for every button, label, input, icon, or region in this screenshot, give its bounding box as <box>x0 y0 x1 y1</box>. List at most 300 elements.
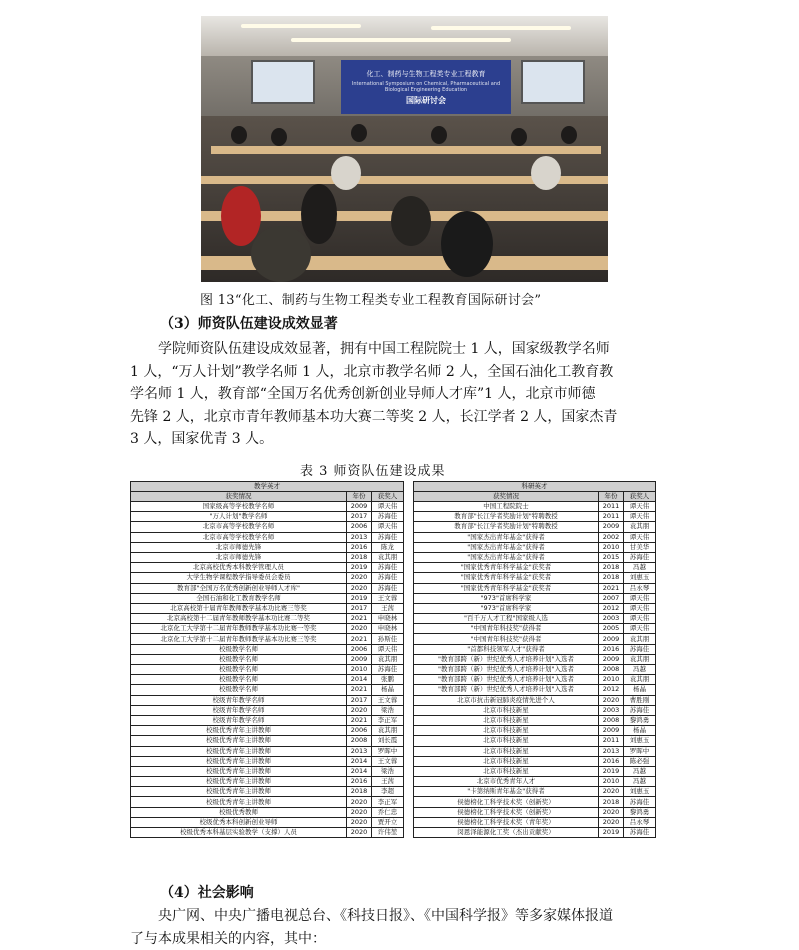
year-cell: 2005 <box>599 624 624 634</box>
winner-cell: 黎鸿勇 <box>624 807 656 817</box>
year-cell: 2017 <box>347 512 372 522</box>
winner-cell: 谭天伟 <box>624 502 656 512</box>
section-3-title: （3）师资队伍建设成效显著 <box>160 313 338 333</box>
winner-cell: 申晓林 <box>372 624 404 634</box>
table-row <box>414 583 656 593</box>
award-cell: 校级优秀本科基层实验教学（支撑）人员 <box>131 828 347 838</box>
award-cell: 校级优秀青年主讲教师 <box>131 726 347 736</box>
winner-cell: 苏海佳 <box>372 512 404 522</box>
winner-cell: 苏海佳 <box>624 705 656 715</box>
award-cell: "国家优秀青年科学基金"获奖者 <box>414 583 599 593</box>
year-cell: 2013 <box>347 746 372 756</box>
table-row <box>131 766 404 776</box>
winner-cell: 吕永琴 <box>624 817 656 827</box>
paragraph-line: 先锋 2 人，北京市青年教师基本功大赛二等奖 2 人，长江学者 2 人，国家杰青 <box>130 406 675 429</box>
table-row <box>131 512 404 522</box>
winner-cell: 李超 <box>372 787 404 797</box>
year-cell: 2019 <box>599 766 624 776</box>
table-row <box>414 522 656 532</box>
paragraph-line: 央广网、中央广播电视总台、《科技日报》、《中国科学报》等多家媒体报道 <box>130 905 675 928</box>
year-cell: 2020 <box>347 797 372 807</box>
award-cell: "首都科技领军人才"获得者 <box>414 644 599 654</box>
award-cell: 校级优秀青年主讲教师 <box>131 777 347 787</box>
paragraph-line: 1 人，“万人计划”教学名师 1 人，北京市教学名师 2 人，全国石油化工教育教 <box>130 361 675 384</box>
winner-cell: 张鹏 <box>372 675 404 685</box>
attendee <box>251 226 311 282</box>
table-row <box>131 705 404 715</box>
table-caption: 科研英才 <box>414 482 656 492</box>
table-row <box>131 644 404 654</box>
winner-cell: 乔仁忠 <box>372 807 404 817</box>
award-cell: 校级青年教学名师 <box>131 705 347 715</box>
year-cell: 2016 <box>347 777 372 787</box>
award-cell: 校级优秀青年主讲教师 <box>131 746 347 756</box>
column-header: 获奖人 <box>624 492 656 502</box>
award-cell: 北京高校第十届青年教师教学基本功比赛三等奖 <box>131 603 347 613</box>
winner-cell: 苏海佳 <box>372 573 404 583</box>
award-cell: 校级优秀青年主讲教师 <box>131 766 347 776</box>
winner-cell: 贾开立 <box>372 817 404 827</box>
banner-title-2: 国际研讨会 <box>406 95 446 106</box>
award-cell: "卡第纳斯青年基金"获得者 <box>414 787 599 797</box>
table-row <box>414 593 656 603</box>
winner-cell: 袁其朋 <box>372 654 404 664</box>
banner-subtitle: International Symposium on Chemical, Pharmaceutical and Biological Engineering Education <box>346 81 506 93</box>
year-cell: 2021 <box>347 614 372 624</box>
year-cell: 2008 <box>347 736 372 746</box>
winner-cell: 苏海佳 <box>372 583 404 593</box>
winner-cell: 刘惠玉 <box>624 787 656 797</box>
year-cell: 2008 <box>599 665 624 675</box>
winner-cell: 陈必强 <box>624 756 656 766</box>
figure-caption: 图 13“化工、制药与生物工程类专业工程教育国际研讨会” <box>200 289 620 308</box>
year-cell: 2011 <box>599 512 624 522</box>
table-row <box>131 542 404 552</box>
year-cell: 2003 <box>599 614 624 624</box>
winner-cell: 苏海佳 <box>372 563 404 573</box>
winner-cell: 王文蓉 <box>372 756 404 766</box>
winner-cell: 袁其朋 <box>624 675 656 685</box>
banner-title: 化工、制药与生物工程类专业工程教育 <box>367 69 486 79</box>
award-cell: 校级优秀青年主讲教师 <box>131 797 347 807</box>
winner-cell: 苏海佳 <box>372 665 404 675</box>
table-row <box>131 828 404 838</box>
winner-cell: 王文蓉 <box>372 695 404 705</box>
winner-cell: 苏海佳 <box>624 552 656 562</box>
paragraph-line: 学院师资队伍建设成效显著，拥有中国工程院院士 1 人，国家级教学名师 <box>130 338 675 361</box>
table-row <box>131 573 404 583</box>
award-cell: 北京化工大学第十二届青年教师教学基本功比赛一等奖 <box>131 624 347 634</box>
table-row <box>414 644 656 654</box>
paragraph-line: 3 人，国家优青 3 人。 <box>130 428 675 451</box>
winner-cell: 谭天伟 <box>372 502 404 512</box>
attendee <box>441 211 493 277</box>
award-cell: "教育部跨（新）世纪优秀人才培养计划"入选者 <box>414 685 599 695</box>
year-cell: 2009 <box>599 522 624 532</box>
table-row <box>131 787 404 797</box>
award-cell: 国家级高等学校教学名师 <box>131 502 347 512</box>
winner-cell: 冯越 <box>624 665 656 675</box>
award-cell: 校级优秀教师 <box>131 807 347 817</box>
table-row <box>414 542 656 552</box>
attendee <box>531 156 561 190</box>
winner-cell: 谭天伟 <box>624 532 656 542</box>
table-row <box>414 614 656 624</box>
winner-cell: 冯越 <box>624 563 656 573</box>
award-cell: "百千万人才工程"国家级人选 <box>414 614 599 624</box>
award-cell: 大学生物学课程教学指导委员会委员 <box>131 573 347 583</box>
year-cell: 2010 <box>347 665 372 675</box>
award-cell: "国家杰出青年基金"获得者 <box>414 552 599 562</box>
year-cell: 2019 <box>347 593 372 603</box>
winner-cell: 谭天伟 <box>624 593 656 603</box>
year-cell: 2020 <box>599 787 624 797</box>
table-caption: 教学英才 <box>131 482 404 492</box>
year-cell: 2006 <box>347 522 372 532</box>
table-row <box>414 787 656 797</box>
table-row <box>131 736 404 746</box>
year-cell: 2009 <box>347 654 372 664</box>
winner-cell: 王文蓉 <box>372 593 404 603</box>
year-cell: 2014 <box>347 756 372 766</box>
winner-cell: 罗晖中 <box>372 746 404 756</box>
attendee <box>431 126 447 144</box>
year-cell: 2020 <box>347 624 372 634</box>
winner-cell: 许伟堃 <box>372 828 404 838</box>
winner-cell: 王茜 <box>372 777 404 787</box>
award-cell: 校级青年教学名师 <box>131 695 347 705</box>
winner-cell: 苏海佳 <box>624 797 656 807</box>
award-cell: 北京化工大学第十二届青年教师教学基本功比赛三等奖 <box>131 634 347 644</box>
winner-cell: 梁浩 <box>372 705 404 715</box>
table-row <box>414 807 656 817</box>
year-cell: 2010 <box>599 777 624 787</box>
table-row <box>414 634 656 644</box>
research-talents-table <box>413 481 656 838</box>
winner-cell: 谭天伟 <box>624 512 656 522</box>
winner-cell: 冯越 <box>624 777 656 787</box>
attendee <box>221 186 261 246</box>
year-cell: 2009 <box>347 502 372 512</box>
conference-banner <box>341 60 511 114</box>
table-row <box>414 532 656 542</box>
attendee <box>301 184 337 244</box>
award-cell: "教育部跨（新）世纪优秀人才培养计划"入选者 <box>414 654 599 664</box>
table-row <box>131 624 404 634</box>
table-header-row <box>131 492 404 502</box>
year-cell: 2020 <box>599 695 624 705</box>
ceiling-light <box>241 24 361 28</box>
paragraph-line: 了与本成果相关的内容，其中： <box>130 928 675 950</box>
table-row <box>414 746 656 756</box>
table-row <box>131 502 404 512</box>
award-cell: 北京市科技新星 <box>414 736 599 746</box>
section-4-title: （4）社会影响 <box>160 882 254 902</box>
winner-cell: 甘美华 <box>624 542 656 552</box>
winner-cell: 谭天伟 <box>372 522 404 532</box>
year-cell: 2020 <box>347 583 372 593</box>
winner-cell: 苏海佳 <box>624 644 656 654</box>
year-cell: 2016 <box>599 644 624 654</box>
table-row <box>414 777 656 787</box>
table-row <box>131 665 404 675</box>
year-cell: 2020 <box>347 828 372 838</box>
attendee <box>231 126 247 144</box>
table-row <box>131 532 404 542</box>
winner-cell: 袁其朋 <box>624 654 656 664</box>
award-cell: 校级教学名师 <box>131 644 347 654</box>
winner-cell: 杨晶 <box>624 726 656 736</box>
table-row <box>131 726 404 736</box>
award-cell: "国家杰出青年基金"获得者 <box>414 542 599 552</box>
table-title: 表 3 师资队伍建设成果 <box>300 460 446 479</box>
table-row <box>414 685 656 695</box>
winner-cell: 孙斯佳 <box>372 634 404 644</box>
year-cell: 2021 <box>347 634 372 644</box>
table-row <box>131 777 404 787</box>
winner-cell: 王茜 <box>372 603 404 613</box>
winner-cell: 杨晶 <box>624 685 656 695</box>
year-cell: 2014 <box>347 766 372 776</box>
table-row <box>414 654 656 664</box>
award-cell: 北京市科技新星 <box>414 726 599 736</box>
award-cell: 校级优秀青年主讲教师 <box>131 787 347 797</box>
ceiling-light <box>291 38 511 42</box>
attendee <box>561 126 577 144</box>
table-caption-row <box>414 482 656 492</box>
award-cell: 教育部"长江学者奖励计划"特聘教授 <box>414 512 599 522</box>
year-cell: 2020 <box>347 807 372 817</box>
table-row <box>131 695 404 705</box>
year-cell: 2021 <box>347 715 372 725</box>
table-row <box>414 675 656 685</box>
award-cell: "教育部跨（新）世纪优秀人才培养计划"入选者 <box>414 675 599 685</box>
year-cell: 2018 <box>347 552 372 562</box>
winner-cell: 曹胜刚 <box>624 695 656 705</box>
paragraph-line: 学名师 1 人，教育部“全国万名优秀创新创业导师人才库”1 人，北京市师德 <box>130 383 675 406</box>
year-cell: 2019 <box>599 828 624 838</box>
year-cell: 2021 <box>599 583 624 593</box>
desk-row <box>211 146 601 154</box>
winner-cell: 陈龙 <box>372 542 404 552</box>
attendee <box>351 124 367 142</box>
award-cell: 侯德榜化工科学技术奖（青年奖） <box>414 817 599 827</box>
table-row <box>131 756 404 766</box>
winner-cell: 袁其朋 <box>372 726 404 736</box>
award-cell: 教育部"长江学者奖励计划"特聘教授 <box>414 522 599 532</box>
year-cell: 2020 <box>347 573 372 583</box>
column-header: 获奖情况 <box>414 492 599 502</box>
winner-cell: 刘长霞 <box>372 736 404 746</box>
table-row <box>414 726 656 736</box>
winner-cell: 苏海佳 <box>372 532 404 542</box>
year-cell: 2011 <box>599 502 624 512</box>
table-row <box>131 593 404 603</box>
year-cell: 2012 <box>599 603 624 613</box>
table-row <box>414 817 656 827</box>
table-row <box>131 634 404 644</box>
award-cell: 校级优秀青年主讲教师 <box>131 736 347 746</box>
attendee <box>391 196 431 246</box>
award-cell: "万人计划"教学名师 <box>131 512 347 522</box>
attendee <box>331 156 361 190</box>
year-cell: 2002 <box>599 532 624 542</box>
award-cell: 侯德榜化工科学技术奖（创新奖） <box>414 797 599 807</box>
winner-cell: 苏海佳 <box>624 828 656 838</box>
winner-cell: 杨晶 <box>372 685 404 695</box>
year-cell: 2018 <box>599 563 624 573</box>
winner-cell: 袁其朋 <box>624 522 656 532</box>
table-row <box>414 603 656 613</box>
table-header-row <box>414 492 656 502</box>
award-cell: 北京市优秀青年人才 <box>414 777 599 787</box>
year-cell: 2008 <box>599 715 624 725</box>
award-cell: 教育部"全国万名优秀创新创业导师人才库" <box>131 583 347 593</box>
audience <box>201 116 608 282</box>
winner-cell: 袁其朋 <box>624 634 656 644</box>
award-cell: 北京市师德先锋 <box>131 552 347 562</box>
table-row <box>414 695 656 705</box>
table-row <box>131 817 404 827</box>
year-cell: 2018 <box>347 787 372 797</box>
award-cell: 北京市科技新星 <box>414 756 599 766</box>
year-cell: 2006 <box>347 644 372 654</box>
table-row <box>414 756 656 766</box>
year-cell: 2020 <box>599 807 624 817</box>
attendee <box>511 128 527 146</box>
table-row <box>131 675 404 685</box>
column-header: 年份 <box>347 492 372 502</box>
year-cell: 2015 <box>599 552 624 562</box>
winner-cell: 袁其朋 <box>372 552 404 562</box>
table-row <box>414 502 656 512</box>
paragraph-faculty <box>130 338 675 451</box>
award-cell: "教育部跨（新）世纪优秀人才培养计划"入选者 <box>414 665 599 675</box>
award-cell: 闵恩泽能源化工奖（杰出贡献奖） <box>414 828 599 838</box>
year-cell: 2020 <box>347 705 372 715</box>
winner-cell: 申晓林 <box>372 614 404 624</box>
winner-cell: 刘惠玉 <box>624 736 656 746</box>
award-cell: 北京市抗击新冠肺炎疫情先进个人 <box>414 695 599 705</box>
winner-cell: 谭天伟 <box>624 624 656 634</box>
table-row <box>131 685 404 695</box>
award-cell: 校级教学名师 <box>131 685 347 695</box>
year-cell: 2007 <box>599 593 624 603</box>
winner-cell: 刘惠玉 <box>624 573 656 583</box>
award-cell: 校级优秀青年主讲教师 <box>131 756 347 766</box>
table-row <box>131 583 404 593</box>
year-cell: 2009 <box>599 654 624 664</box>
table-row <box>414 552 656 562</box>
award-cell: 北京高校第十二届青年教师教学基本功比赛二等奖 <box>131 614 347 624</box>
table-row <box>131 603 404 613</box>
award-cell: 北京市高等学校教学名师 <box>131 522 347 532</box>
table-row <box>131 797 404 807</box>
column-header: 年份 <box>599 492 624 502</box>
award-cell: "973"首席科学家 <box>414 603 599 613</box>
table-row <box>131 746 404 756</box>
award-cell: "国家优秀青年科学基金"获奖者 <box>414 563 599 573</box>
table-row <box>414 828 656 838</box>
award-cell: 侯德榜化工科学技术奖（创新奖） <box>414 807 599 817</box>
winner-cell: 冯越 <box>624 766 656 776</box>
award-cell: 北京市科技新星 <box>414 766 599 776</box>
year-cell: 2020 <box>599 817 624 827</box>
winner-cell: 黎鸿勇 <box>624 715 656 725</box>
table-row <box>414 705 656 715</box>
table-row <box>414 665 656 675</box>
table-row <box>414 563 656 573</box>
attendee <box>271 128 287 146</box>
award-cell: 北京高校优秀本科教学管理人员 <box>131 563 347 573</box>
award-cell: 北京市科技新星 <box>414 715 599 725</box>
year-cell: 2021 <box>347 685 372 695</box>
table-row <box>131 552 404 562</box>
year-cell: 2017 <box>347 603 372 613</box>
ceiling <box>201 16 608 56</box>
winner-cell: 吕永琴 <box>624 583 656 593</box>
winner-cell: 李正军 <box>372 797 404 807</box>
winner-cell: 罗晖中 <box>624 746 656 756</box>
left-projection-screen <box>251 60 315 104</box>
year-cell: 2016 <box>347 542 372 552</box>
teaching-talents-table <box>130 481 404 838</box>
award-cell: "国家优秀青年科学基金"获奖者 <box>414 573 599 583</box>
award-cell: 北京市科技新星 <box>414 705 599 715</box>
award-cell: 中国工程院院士 <box>414 502 599 512</box>
award-cell: "973"首席科学家 <box>414 593 599 603</box>
column-header: 获奖人 <box>372 492 404 502</box>
award-cell: 校级教学名师 <box>131 654 347 664</box>
winner-cell: 谭天伟 <box>624 603 656 613</box>
conference-photo <box>201 16 608 282</box>
year-cell: 2018 <box>599 797 624 807</box>
table-row <box>414 573 656 583</box>
year-cell: 2006 <box>347 726 372 736</box>
winner-cell: 梁浩 <box>372 766 404 776</box>
table-row <box>131 654 404 664</box>
year-cell: 2003 <box>599 705 624 715</box>
year-cell: 2011 <box>599 736 624 746</box>
award-cell: 校级青年教学名师 <box>131 715 347 725</box>
table-row <box>131 614 404 624</box>
year-cell: 2009 <box>599 634 624 644</box>
award-cell: 北京市师德先锋 <box>131 542 347 552</box>
year-cell: 2010 <box>599 675 624 685</box>
table-row <box>414 797 656 807</box>
table-row <box>414 512 656 522</box>
winner-cell: 谭天伟 <box>372 644 404 654</box>
table-row <box>414 736 656 746</box>
award-cell: 校级教学名师 <box>131 665 347 675</box>
table-row <box>414 766 656 776</box>
winner-cell: 李正军 <box>372 715 404 725</box>
award-cell: 北京市科技新星 <box>414 746 599 756</box>
year-cell: 2014 <box>347 675 372 685</box>
award-cell: 校级优秀本科创新创业导师 <box>131 817 347 827</box>
year-cell: 2018 <box>599 573 624 583</box>
right-projection-screen <box>521 60 585 104</box>
award-cell: 全国石油和化工教育教学名师 <box>131 593 347 603</box>
column-header: 获奖情况 <box>131 492 347 502</box>
award-cell: "中国青年科技奖"获得者 <box>414 634 599 644</box>
table-row <box>414 715 656 725</box>
ceiling-light <box>431 26 571 30</box>
award-cell: "中国青年科技奖"获得者 <box>414 624 599 634</box>
winner-cell: 谭天伟 <box>624 614 656 624</box>
year-cell: 2012 <box>599 685 624 695</box>
year-cell: 2013 <box>347 532 372 542</box>
